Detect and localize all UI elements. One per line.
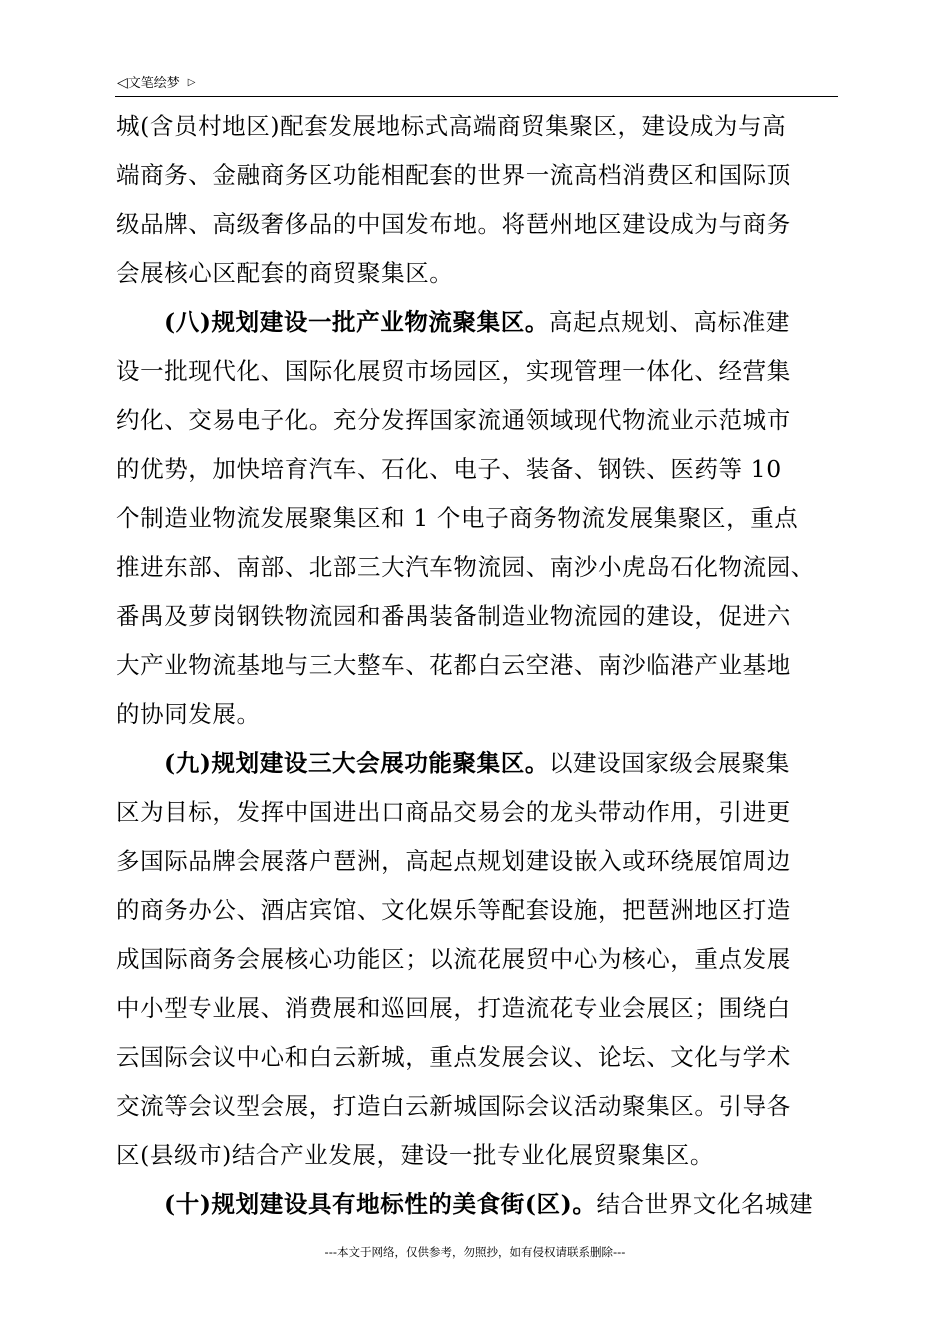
text-line: 端商务、金融商务区功能相配套的世界一流高档消费区和国际顶: [116, 161, 791, 189]
text-line: 中小型专业展、消费展和巡回展，打造流花专业会展区；围绕白: [116, 994, 791, 1022]
text-line: 的优势，加快培育汽车、石化、电子、装备、钢铁、医药等 10: [116, 455, 782, 483]
triangle-right-outline-icon: ▷: [187, 77, 196, 88]
text-line: 交流等会议型会展，打造白云新城国际会议活动聚集区。引导各: [116, 1092, 791, 1120]
triangle-left-outline-icon: ◁: [117, 75, 128, 91]
page-header: [115, 72, 838, 97]
header-title: 文笔绘梦: [127, 76, 180, 91]
text-line: 的协同发展。: [116, 700, 261, 728]
text-run: 结合世界文化名城建: [596, 1190, 814, 1218]
section-heading: (八)规划建设一批产业物流聚集区。: [164, 308, 549, 336]
header-title-group: [117, 74, 196, 93]
text-line: 推进东部、南部、北部三大汽车物流园、南沙小虎岛石化物流园、: [116, 553, 815, 581]
text-line: 番禺及萝岗钢铁物流园和番禺装备制造业物流园的建设，促进六: [116, 602, 791, 630]
paragraph-first-line: [116, 1180, 846, 1229]
text-line: 云国际会议中心和白云新城，重点发展会议、论坛、文化与学术: [116, 1043, 791, 1071]
text-line: 会展核心区配套的商贸聚集区。: [116, 259, 454, 287]
paragraph-first-line: [116, 298, 846, 347]
text-line: 设一批现代化、国际化展贸市场园区，实现管理一体化、经营集: [116, 357, 791, 385]
text-line: 区(县级市)结合产业发展，建设一批专业化展贸聚集区。: [116, 1141, 714, 1169]
text-line: 的商务办公、酒店宾馆、文化娱乐等配套设施，把琶洲地区打造: [116, 896, 791, 924]
text-run: 高起点规划、高标准建: [548, 308, 790, 336]
text-line: 大产业物流基地与三大整车、花都白云空港、南沙临港产业基地: [116, 651, 791, 679]
text-line: 多国际品牌会展落户琶洲，高起点规划建设嵌入或环绕展馆周边: [116, 847, 791, 875]
page-footer: ---本文于网络，仅供参考，勿照抄，如有侵权请联系删除---: [324, 1245, 626, 1259]
section-heading: (九)规划建设三大会展功能聚集区。: [164, 749, 549, 777]
text-run: 以建设国家级会展聚集: [548, 749, 790, 777]
text-line: 级品牌、高级奢侈品的中国发布地。将琶州地区建设成为与商务: [116, 210, 791, 238]
text-line: 成国际商务会展核心功能区；以流花展贸中心为核心，重点发展: [116, 945, 791, 973]
section-heading: (十)规划建设具有地标性的美食街(区)。: [164, 1190, 597, 1218]
text-line: 城(含员村地区)配套发展地标式高端商贸集聚区，建设成为与高: [116, 112, 787, 140]
document-body: [116, 102, 846, 1229]
text-line: 区为目标，发挥中国进出口商品交易会的龙头带动作用，引进更: [116, 798, 791, 826]
paragraph-first-line: [116, 739, 846, 788]
text-line: 个制造业物流发展聚集区和 1 个电子商务物流发展集聚区，重点: [116, 504, 799, 532]
text-line: 约化、交易电子化。充分发挥国家流通领域现代物流业示范城市: [116, 406, 791, 434]
